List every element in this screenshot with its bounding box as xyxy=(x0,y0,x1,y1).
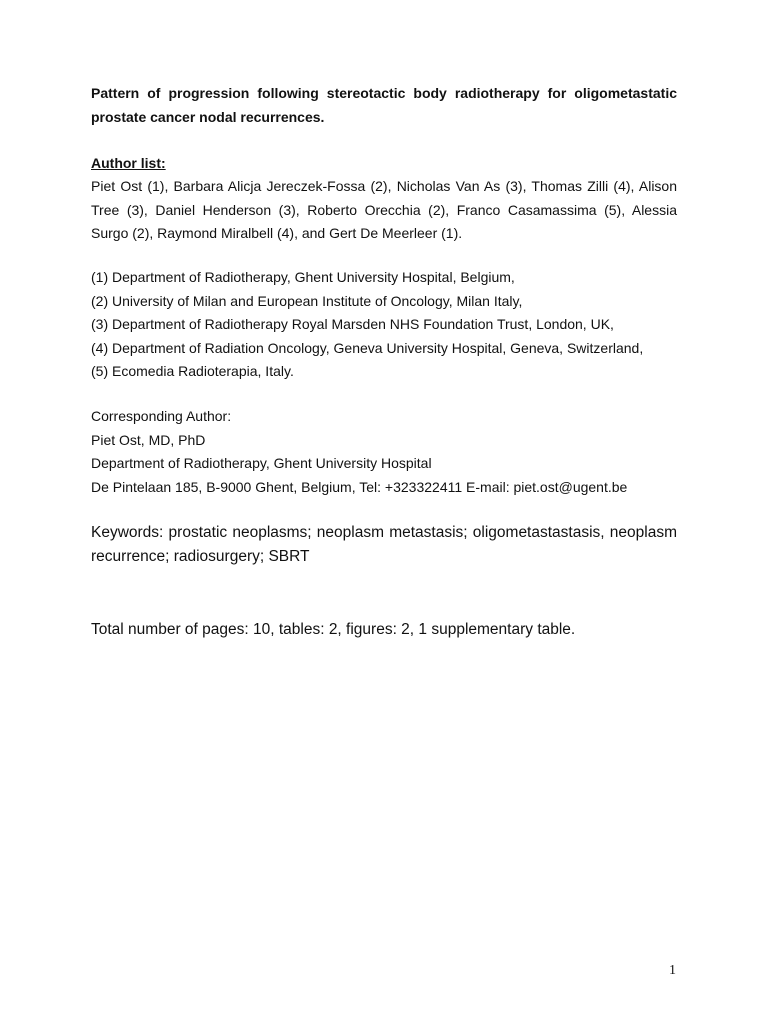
affiliation-4: (4) Department of Radiation Oncology, Geneva University Hospital, Geneva, Switzerland, xyxy=(91,339,644,356)
page-number: 1 xyxy=(669,963,676,978)
author-list: Piet Ost (1), Barbara Alicja Jereczek-Fossa (2), Nicholas Van As (3), Thomas Zilli (4), Alison Tree (3), Daniel Henderson (3), Roberto Orecchia (2), Franco Casamassima (5), Alessia Surgo (2), Raymond Miralbell (4), and Gert De Meerleer (1). xyxy=(91,178,677,241)
total-counts: Total number of pages: 10, tables: 2, figures: 2, 1 supplementary table. xyxy=(91,621,576,638)
corresponding-department: Department of Radiotherapy, Ghent University Hospital xyxy=(91,455,432,471)
paper-title: Pattern of progression following stereotactic body radiotherapy for oligometastatic prostate cancer nodal recurrences. xyxy=(91,85,677,125)
affiliation-2: (2) University of Milan and European Institute of Oncology, Milan Italy, xyxy=(91,292,523,309)
affiliation-3: (3) Department of Radiotherapy Royal Marsden NHS Foundation Trust, London, UK, xyxy=(91,316,614,332)
affiliation-1: (1) Department of Radiotherapy, Ghent University Hospital, Belgium, xyxy=(91,269,515,285)
affiliation-5: (5) Ecomedia Radioterapia, Italy. xyxy=(91,363,294,379)
author-list-heading: Author list: xyxy=(91,155,166,171)
keywords: Keywords: prostatic neoplasms; neoplasm metastasis; oligometastastasis, neoplasm recurrence; radiosurgery; SBRT xyxy=(91,524,677,565)
corresponding-address: De Pintelaan 185, B-9000 Ghent, Belgium, Tel: +323322411 E-mail: piet.ost@ugent.be xyxy=(91,478,628,495)
corresponding-name: Piet Ost, MD, PhD xyxy=(91,431,206,448)
corresponding-author xyxy=(91,405,677,499)
corresponding-heading: Corresponding Author: xyxy=(91,408,232,424)
affiliations xyxy=(91,266,677,384)
